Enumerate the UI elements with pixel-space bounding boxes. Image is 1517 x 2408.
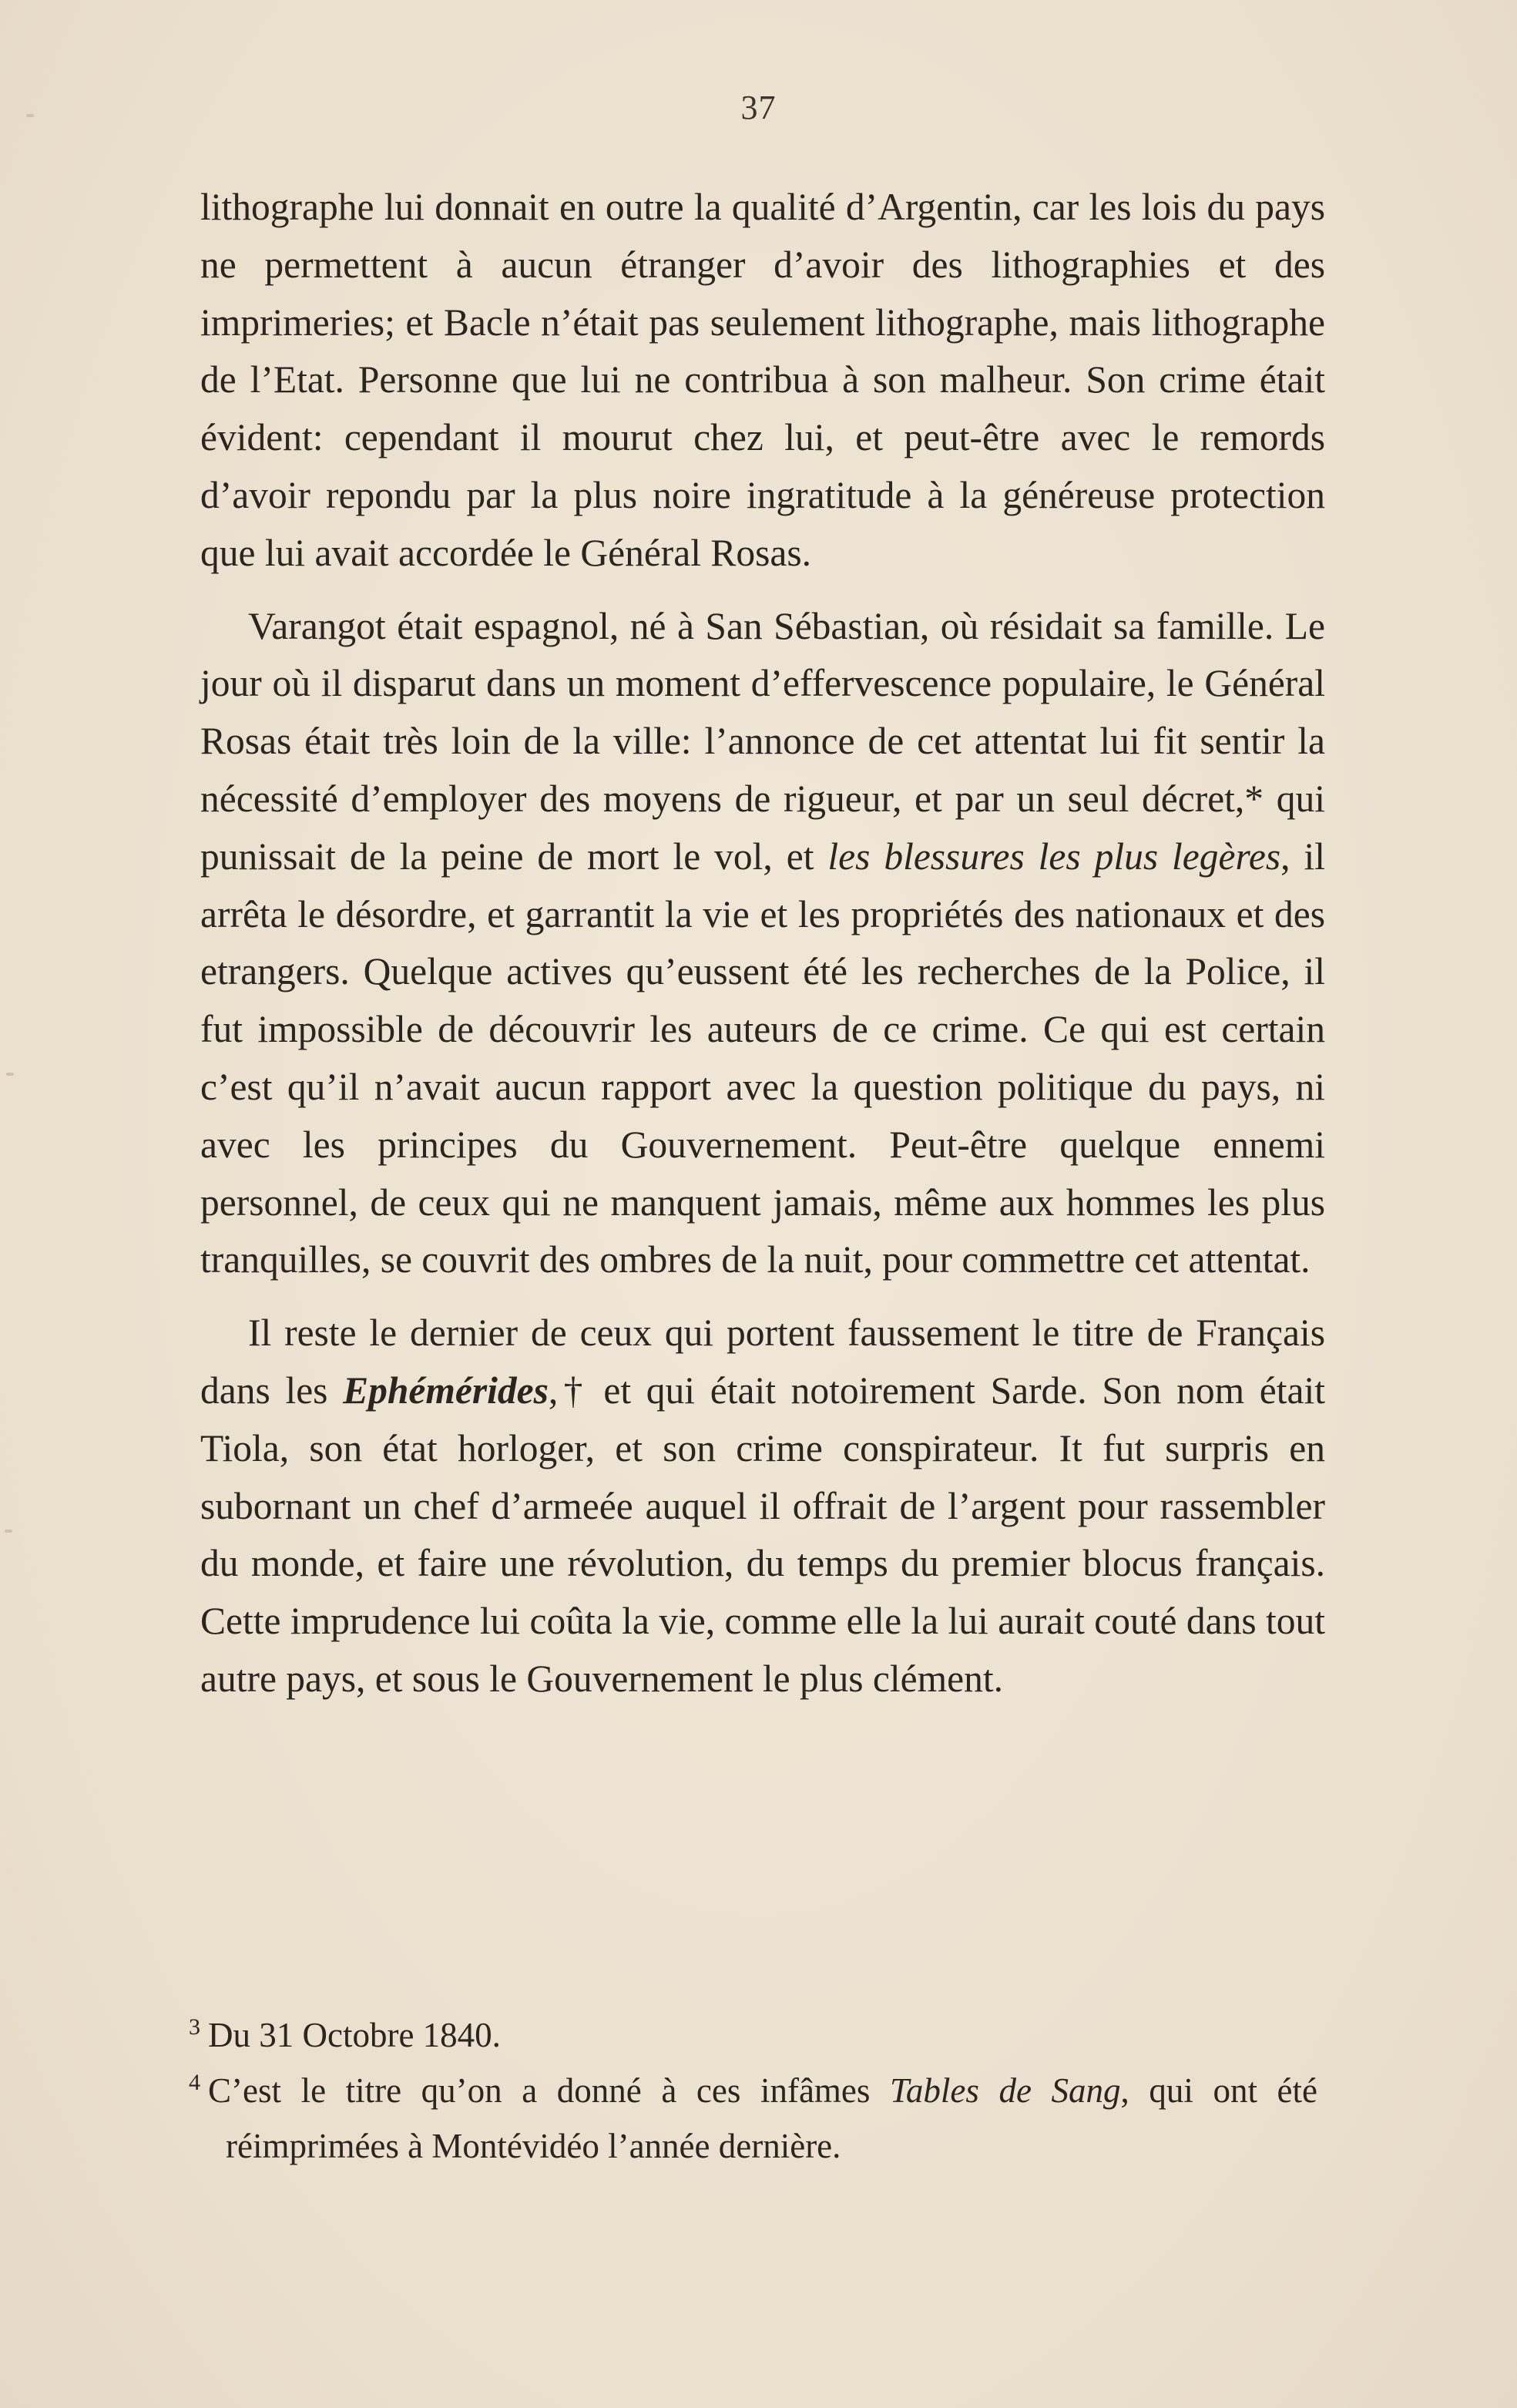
paper-speck xyxy=(6,1073,14,1076)
page-number: 37 xyxy=(740,89,777,126)
footnote-1-text: Du 31 Octobre 1840. xyxy=(208,2016,501,2054)
paragraph-3-text-a: Il reste le dernier de ceux qui portent faussement le titre de Français dans les xyxy=(200,1311,1325,1412)
paper-speck xyxy=(5,1530,12,1533)
paragraph-3-italic-title: Ephémérides xyxy=(343,1369,549,1412)
footnote-2-italic-title: Tables de Sang xyxy=(890,2071,1121,2110)
paragraph-3-text-b: ,† et qui était notoirement Sarde. Son nom était Tiola, son état horloger, et son crime conspirateur. It fut surpris en subornant un chef d’armeée auquel il offrait de l’argent pour rassembler du monde, et faire une révolution, du temps du premier blocus français. Cette imprudence lui coûta la vie, comme elle la lui aurait couté dans tout autre pays, et sous le Gouvernement le plus clément. xyxy=(200,1369,1325,1700)
paragraph-2 xyxy=(200,598,1325,1290)
paragraph-2-italic-phrase: les blessures les plus legères xyxy=(827,835,1281,878)
footnote-2-number: 4 xyxy=(189,2070,200,2095)
paragraph-1-text: lithographe lui donnait en outre la qualité d’Argentin, car les lois du pays ne permettent à aucun étranger d’avoir des lithographies et des imprimeries; et Bacle n’était pas seulement lithographe, mais lithographe de l’Etat. Personne que lui ne contribua à son malheur. Son crime était évident: cependant il mourut chez lui, et peut-être avec le remords d’avoir repondu par la plus noire ingratitude à la généreuse protection que lui avait accordée le Général Rosas. xyxy=(200,186,1325,574)
paragraph-2-text-b: , il arrêta le désordre, et garrantit la vie et les propriétés des nationaux et des etrangers. Quelque actives qu’eussent été les recherches de la Police, il fut impossible de découvrir les auteurs de ce crime. Ce qui est certain c’est qu’il n’avait aucun rapport avec la question politique du pays, ni avec les principes du Gouvernement. Peut-être quelque ennemi personnel, de ceux qui ne manquent jamais, même aux hommes les plus tranquilles, se couvrit des ombres de la nuit, pour commettre cet attentat. xyxy=(200,835,1325,1281)
footnote-2 xyxy=(189,2063,1317,2174)
footnote-1-number: 3 xyxy=(189,2014,200,2040)
paragraph-1 xyxy=(200,179,1325,583)
footnotes xyxy=(189,2007,1317,2174)
body-text xyxy=(200,179,1325,1708)
paragraph-2-text-a: Varangot était espagnol, né à San Sébastian, où résidait sa famille. Le jour où il disparut dans un moment d’effervescence populaire, le Général Rosas était très loin de la ville: l’annonce de cet attentat lui fit sentir la nécessité d’employer des moyens de rigueur, et par un seul décret,* qui punissait de la peine de mort le vol, et xyxy=(200,604,1325,878)
footnote-2-text-a: C’est le titre qu’on a donné à ces infâmes xyxy=(208,2071,890,2110)
footnote-1 xyxy=(189,2007,1317,2063)
paragraph-3 xyxy=(200,1305,1325,1708)
footnote-2-text-b: , qui ont été réimprimées à Montévidéo l’année dernière. xyxy=(226,2071,1317,2165)
